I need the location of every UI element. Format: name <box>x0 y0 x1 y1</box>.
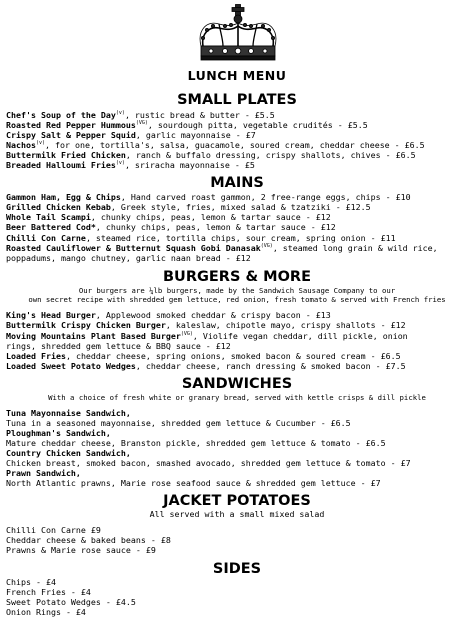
menu-item-continuation: rings, shredded gem lettuce & BBQ sauce - £12 <box>6 341 231 351</box>
list-item: French Fries - £4 <box>6 587 91 597</box>
sandwich-desc: Mature cheddar cheese, Branston pickle, shredded gem lettuce & tomato - £6.5 <box>6 438 386 448</box>
sandwich-desc: Tuna in a seasoned mayonnaise, shredded gem lettuce & Cucumber - £6.5 <box>6 418 351 428</box>
menu-item: Chef's Soup of the Day$^{(v)}$, rustic bread & butter - £5.5 <box>6 110 275 120</box>
menu-item: Buttermilk Fried Chicken, ranch & buffalo dressing, crispy shallots, chives - £6.5 <box>6 150 416 160</box>
menu-title: LUNCH MENU <box>187 68 287 83</box>
menu-item: Grilled Chicken Kebab, Greek style, fries, mixed salad & tzatziki - £12.5 <box>6 202 371 212</box>
menu-item: Breaded Halloumi Fries$^{(v)}$, sriracha mayonnaise - £5 <box>6 160 255 170</box>
menu-item: Beer Battered Cod*, chunky chips, peas, lemon & tartar sauce - £12 <box>6 222 336 232</box>
menu-item: Roasted Cauliflower & Butternut Squash Gobi Danasak$^{(VG)}$, steamed long grain & wild rice, <box>6 243 438 253</box>
list-item: Chilli Con Carne £9 <box>6 525 101 535</box>
list-item: Sweet Potato Wedges - £4.5 <box>6 597 136 607</box>
section-heading-sandwiches: SANDWICHES <box>181 376 293 392</box>
menu-item: King's Head Burger, Applewood smoked cheddar & crispy bacon - £13 <box>6 310 331 320</box>
menu-item: Roasted Red Pepper Hummous$^{(VG)}$, sourdough pitta, vegetable crudités - £5.5 <box>6 120 368 130</box>
section-note: own secret recipe with shredded gem lettuce, red onion, fresh tomato & served with French fries <box>28 295 446 304</box>
section-heading-burgers: BURGERS & MORE <box>163 269 311 285</box>
section-heading-small-plates: SMALL PLATES <box>177 92 297 108</box>
sandwich-name: Tuna Mayonnaise Sandwich, <box>6 408 131 418</box>
list-item: Onion Rings - £4 <box>6 607 86 617</box>
sandwich-name: Country Chicken Sandwich, <box>6 448 131 458</box>
menu-item: Nachos$^{(v)}$, for one, tortilla's, salsa, guacamole, soured cream, cheddar cheese - £6.5 <box>6 140 425 150</box>
section-note: All served with a small mixed salad <box>149 509 325 519</box>
sandwich-desc: North Atlantic prawns, Marie rose seafood sauce & shredded gem lettuce - £7 <box>6 478 381 488</box>
menu-item: Gammon Ham, Egg & Chips, Hand carved roast gammon, 2 free-range eggs, chips - £10 <box>6 192 411 202</box>
menu-item: Chilli Con Carne, steamed rice, tortilla chips, sour cream, spring onion - £11 <box>6 233 396 243</box>
menu-item: Loaded Sweet Potato Wedges, cheddar cheese, ranch dressing & smoked bacon - £7.5 <box>6 361 406 371</box>
menu-item: Whole Tail Scampi, chunky chips, peas, lemon & tartar sauce - £12 <box>6 212 331 222</box>
section-heading-sides: SIDES <box>212 561 262 577</box>
list-item: Cheddar cheese & baked beans - £8 <box>6 535 171 545</box>
menu-item-continuation: poppadums, mango chutney, garlic naan bread - £12 <box>6 253 251 263</box>
section-note: With a choice of fresh white or granary bread, served with kettle crisps & dill pickle <box>48 393 426 402</box>
menu-item: Crispy Salt & Pepper Squid, garlic mayonnaise - £7 <box>6 130 256 140</box>
section-heading-jacket-potatoes: JACKET POTATOES <box>163 493 311 509</box>
list-item: Chips - £4 <box>6 577 56 587</box>
list-item: Prawns & Marie rose sauce - £9 <box>6 545 156 555</box>
section-heading-mains: MAINS <box>210 175 264 191</box>
menu-item: Moving Mountains Plant Based Burger$^{(VG)}$, Violife vegan cheddar, dill pickle, onion <box>6 331 408 341</box>
menu-item: Loaded Fries, cheddar cheese, spring onions, smoked bacon & soured cream - £6.5 <box>6 351 401 361</box>
sandwich-name: Ploughman's Sandwich, <box>6 428 111 438</box>
crown-logo <box>193 4 283 62</box>
menu-item: Buttermilk Crispy Chicken Burger, kaleslaw, chipotle mayo, crispy shallots - £12 <box>6 320 406 330</box>
sandwich-name: Prawn Sandwich, <box>6 468 81 478</box>
section-note: Our burgers are ¼lb burgers, made by the Sandwich Sausage Company to our <box>78 286 396 295</box>
sandwich-desc: Chicken breast, smoked bacon, smashed avocado, shredded gem lettuce & tomato - £7 <box>6 458 411 468</box>
